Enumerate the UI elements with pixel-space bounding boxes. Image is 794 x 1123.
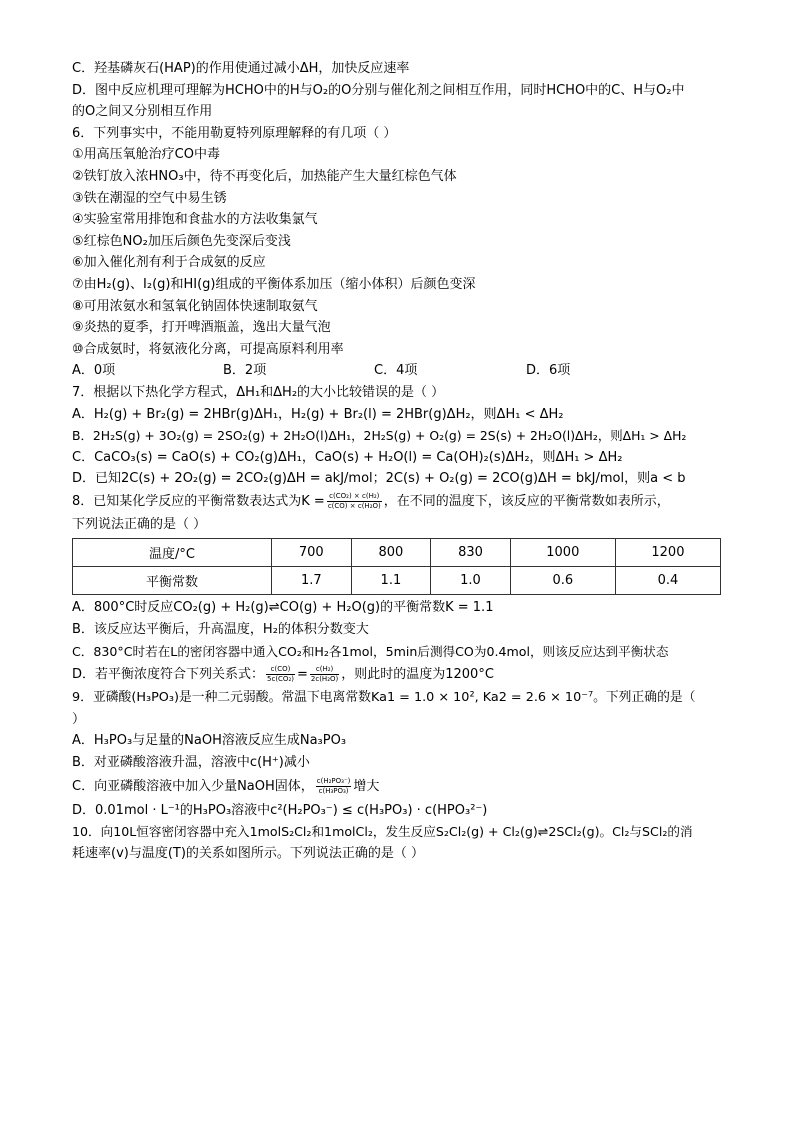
table-cell-temp: 1200 [615,539,720,567]
q8-option-c: C．830°C时若在L的密闭容器中通入CO₂和H₂各1mol，5min后测得CO为0.4mol，则该反应达到平衡状态 [72,643,669,659]
q6-item-2: ②铁钉放入浓HNO₃中，待不再变化后，加热能产生大量红棕色气体 [72,168,457,184]
q7-option-c: C．CaCO₃(s) = CaO(s) + CO₂(g)ΔH₁，CaO(s) + H₂O(l) = Ca(OH)₂(s)ΔH₂，则ΔH₁ > ΔH₂ [72,449,623,465]
q8-d-f2-numerator: c(H₂) [310,665,339,675]
q8-d-fraction-2 [310,665,339,684]
q8-stem [72,490,724,514]
table-cell-temp: 1000 [510,539,615,567]
q9-option-a: A．H₃PO₃与足量的NaOH溶液反应生成Na₃PO₃ [72,733,347,749]
table-cell-k: 0.4 [615,567,720,595]
q5-option-c: C．羟基磷灰石(HAP)的作用使通过减小ΔH，加快反应速率 [72,61,410,76]
q9-c-fraction [316,777,352,796]
q6-item-8: ⑧可用浓氨水和氢氧化钠固体快速制取氨气 [72,298,318,314]
q6-stem: 6．下列事实中，不能用勒夏特列原理解释的有几项（ ） [72,125,397,141]
q7-option-b: B．2H₂S(g) + 3O₂(g) = 2SO₂(g) + 2H₂O(l)ΔH₁，2H₂S(g) + O₂(g) = 2S(s) + 2H₂O(l)ΔH₂，则ΔH₁ > ΔH₂ [72,428,687,444]
q10-stem: 10．向10L恒容密闭容器中充入1molS₂Cl₂和1molCl₂，发生反应S₂Cl₂(g) + Cl₂(g)⇌2SCl₂(g)。Cl₂与SCl₂的消 [72,824,693,840]
q9-c-denominator: c(H₃PO₃) [318,786,349,795]
q9-option-d: D．0.01mol · L⁻¹的H₃PO₃溶液中c²(H₂PO₃⁻) ≤ c(H₃PO₃) · c(HPO₃²⁻) [72,802,488,818]
table-cell-temp: 700 [272,539,352,567]
q8-stem-start: 8．已知某化学反应的平衡常数表达式为K = [72,493,325,509]
q8-stem-end: ，在不同的温度下，该反应的平衡常数如表所示， [383,493,670,509]
q9-option-c-start: C．向亚磷酸溶液中加入少量NaOH固体， [72,778,314,794]
q6-item-3: ③铁在潮湿的空气中易生锈 [72,190,227,206]
q9-option-c-end: 增大 [353,778,380,794]
q9-c-numerator: c(H₂PO₃⁻) [316,776,351,785]
q8-stem-cont: 下列说法正确的是（ ） [72,516,207,532]
k-expression-fraction [327,492,382,511]
q9-stem: 9．亚磷酸(H₃PO₃)是一种二元弱酸。常温下电离常数Ka1 = 1.0 × 10², Ka2 = 2.6 × 10⁻⁷。下列正确的是（ [72,690,696,706]
q7-option-d: D．已知2C(s) + 2O₂(g) = 2CO₂(g)ΔH = akJ/mol；2C(s) + O₂(g) = 2CO(g)ΔH = bkJ/mol，则a < b [72,471,686,487]
table-cell-k: 1.1 [351,567,431,595]
q5-option-d: D．图中反应机理可理解为HCHO中的H与O₂的O分别与催化剂之间相互作用，同时HCHO中的C、H与O₂中 [72,82,685,98]
table-cell-k: 1.0 [431,567,511,595]
table-row-constant [73,567,721,595]
table-cell-temp: 830 [431,539,511,567]
q6-option-d[interactable]: D．6项 [526,363,571,379]
q6-options [72,360,724,382]
q6-item-7: ⑦由H₂(g)、I₂(g)和HI(g)组成的平衡体系加压（缩小体积）后颜色变深 [72,276,476,292]
q6-item-1: ①用高压氧舱治疗CO中毒 [72,147,220,163]
q9-option-c [72,774,724,800]
q8-option-b: B．该反应达平衡后，升高温度，H₂的体积分数变大 [72,622,369,638]
q8-d-fraction-1 [266,665,295,684]
table-header-temperature: 温度/°C [73,539,272,567]
q6-option-b[interactable]: B．2项 [223,363,267,379]
table-cell-temp: 800 [351,539,431,567]
q8-d-equals: = [296,667,308,683]
q8-option-d-end: ，则此时的温度为1200°C [341,667,494,683]
q6-option-a[interactable]: A．0项 [72,363,116,379]
equilibrium-constant-table [72,538,721,595]
q9-stem-cont: ） [72,711,86,727]
q10-stem-cont: 耗速率(v)与温度(T)的关系如图所示。下列说法正确的是（ ） [72,845,425,861]
q6-item-4: ④实验室常用排饱和食盐水的方法收集氯气 [72,212,318,228]
q7-option-a: A．H₂(g) + Br₂(g) = 2HBr(g)ΔH₁，H₂(g) + Br₂(l) = 2HBr(g)ΔH₂，则ΔH₁ < ΔH₂ [72,406,564,422]
q8-d-f1-denominator: 5c(CO₂) [267,675,294,684]
table-cell-k: 0.6 [510,567,615,595]
q8-option-d-start: D．若平衡浓度符合下列关系式： [72,667,265,683]
q8-option-d [72,662,724,687]
q9-option-b: B．对亚磷酸溶液升温，溶液中c(H⁺)减小 [72,755,310,771]
exam-page [72,58,724,864]
q6-item-10: ⑩合成氨时，将氨液化分离，可提高原料利用率 [72,341,344,357]
q8-d-f2-denominator: 2c(H₂O) [310,675,339,684]
q8-option-a: A．800°C时反应CO₂(g) + H₂(g)⇌CO(g) + H₂O(g)的平衡常数K = 1.1 [72,600,494,616]
q8-d-f1-numerator: c(CO) [266,665,295,675]
table-row-temperature [73,539,721,567]
table-cell-k: 1.7 [272,567,352,595]
q6-item-5: ⑤红棕色NO₂加压后颜色先变深后变浅 [72,233,291,249]
table-header-constant: 平衡常数 [73,567,272,595]
k-denominator: c(CO) × c(H₂O) [327,501,381,510]
k-numerator: c(CO₂) × c(H₂) [327,492,382,502]
q7-stem: 7．根据以下热化学方程式，ΔH₁和ΔH₂的大小比较错误的是（ ） [72,384,445,400]
q6-item-9: ⑨炎热的夏季，打开啤酒瓶盖，逸出大量气泡 [72,320,331,336]
q5-option-d-cont: 的O之间又分别相互作用 [72,104,213,120]
q6-option-c[interactable]: C．4项 [374,363,418,379]
q6-item-6: ⑥加入催化剂有利于合成氨的反应 [72,255,266,271]
